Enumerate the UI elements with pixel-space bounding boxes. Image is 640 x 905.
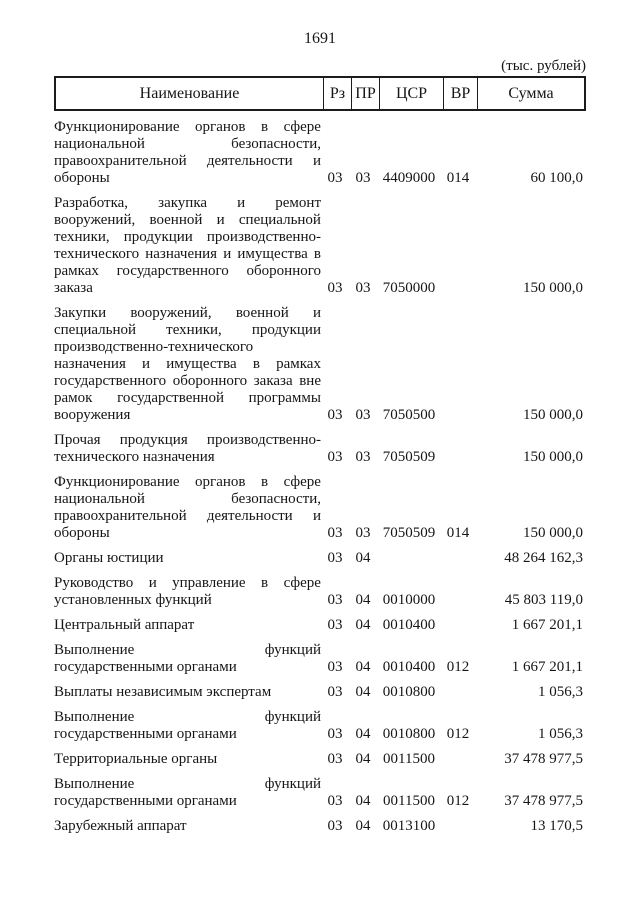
row-sum: 1 056,3 — [538, 726, 583, 742]
row-name: Выполнение функций государственными органами — [54, 776, 321, 809]
table-body — [54, 111, 586, 835]
row-code-vr: 012 — [446, 793, 470, 809]
row-code-csr: 7050509 — [382, 449, 436, 465]
table-row — [54, 474, 586, 542]
row-code-vr: 012 — [446, 726, 470, 742]
table-row — [54, 195, 586, 297]
row-sum: 150 000,0 — [523, 525, 583, 541]
row-sum: 45 803 119,0 — [504, 592, 583, 608]
row-name: Выполнение функций государственными органами — [54, 709, 321, 742]
row-code-csr: 0010400 — [382, 659, 436, 675]
row-code-csr: 0011500 — [383, 793, 435, 809]
row-code-vr: 012 — [446, 659, 470, 675]
column-header-pr: ПР — [351, 78, 379, 109]
table-row — [54, 617, 586, 634]
row-code-pr: 03 — [355, 449, 371, 465]
row-name: Прочая продукция производственно- технического назначения — [54, 432, 321, 465]
row-code-pr: 04 — [355, 818, 371, 834]
row-code-csr: 0013100 — [382, 818, 436, 834]
table-row — [54, 709, 586, 743]
row-name: Выполнение функций государственными органами — [54, 642, 321, 675]
row-code-csr: 0010000 — [382, 592, 436, 608]
budget-table — [54, 76, 586, 835]
row-code-csr: 7050509 — [382, 525, 436, 541]
row-code-rz: 03 — [327, 407, 343, 423]
row-name: Функционирование органов в сфере национальной безопасности, правоохранительной деятельности и обороны — [54, 474, 321, 541]
table-header-row — [54, 76, 586, 111]
table-row — [54, 751, 586, 768]
row-code-pr: 03 — [355, 280, 371, 296]
row-name: Функционирование органов в сфере национальной безопасности, правоохранительной деятельности и обороны — [54, 119, 321, 186]
row-code-pr: 04 — [355, 751, 371, 767]
table-row — [54, 119, 586, 187]
row-code-rz: 03 — [327, 449, 343, 465]
row-sum: 13 170,5 — [530, 818, 583, 834]
column-header-sum: Сумма — [477, 78, 584, 109]
table-row — [54, 575, 586, 609]
row-code-vr: 014 — [446, 525, 470, 541]
row-sum: 150 000,0 — [523, 449, 583, 465]
row-code-rz: 03 — [327, 617, 343, 633]
row-code-rz: 03 — [327, 659, 343, 675]
row-sum: 60 100,0 — [530, 170, 583, 186]
row-code-pr: 03 — [355, 407, 371, 423]
row-code-pr: 04 — [355, 726, 371, 742]
table-row — [54, 305, 586, 424]
row-code-rz: 03 — [327, 793, 343, 809]
row-code-csr: 0010400 — [382, 617, 436, 633]
row-code-rz: 03 — [327, 592, 343, 608]
row-name: Органы юстиции — [54, 550, 164, 566]
row-code-csr: 0010800 — [382, 726, 436, 742]
row-name: Руководство и управление в сфере установленных функций — [54, 575, 321, 608]
row-sum: 1 667 201,1 — [511, 659, 583, 675]
row-code-csr: 7050000 — [382, 280, 436, 296]
row-code-csr: 4409000 — [382, 170, 436, 186]
row-code-rz: 03 — [327, 726, 343, 742]
row-code-rz: 03 — [327, 280, 343, 296]
row-sum: 37 478 977,5 — [504, 793, 583, 809]
table-row — [54, 432, 586, 466]
column-header-name: Наименование — [139, 84, 240, 102]
row-code-pr: 04 — [355, 659, 371, 675]
table-row — [54, 776, 586, 810]
row-name: Разработка, закупка и ремонт вооружений, военной и специальной техники, продукции производственно- технического назначения и имущества в рамках государственного оборонного заказа — [54, 195, 321, 296]
table-row — [54, 550, 586, 567]
row-sum: 37 478 977,5 — [504, 751, 583, 767]
page-number: 1691 — [304, 30, 336, 47]
row-code-rz: 03 — [327, 170, 343, 186]
row-code-rz: 03 — [327, 525, 343, 541]
row-code-vr: 014 — [446, 170, 470, 186]
row-code-csr: 7050500 — [382, 407, 436, 423]
row-code-pr: 03 — [355, 525, 371, 541]
row-code-rz: 03 — [327, 751, 343, 767]
row-sum: 1 667 201,1 — [511, 617, 583, 633]
row-code-rz: 03 — [327, 550, 343, 566]
row-sum: 150 000,0 — [523, 280, 583, 296]
row-sum: 48 264 162,3 — [504, 550, 583, 566]
row-code-pr: 04 — [355, 684, 371, 700]
table-row — [54, 818, 586, 835]
row-name: Выплаты независимым экспертам — [54, 684, 272, 700]
row-code-csr: 0011500 — [383, 751, 435, 767]
row-name: Закупки вооружений, военной и специальной техники, продукции производственно-технического назначения и имущества в рамках государственного оборонного заказа вне рамок государственной программы вооружения — [54, 305, 321, 423]
row-code-pr: 03 — [355, 170, 371, 186]
column-header-rz: Рз — [323, 78, 351, 109]
row-sum: 150 000,0 — [523, 407, 583, 423]
column-header-vr: ВР — [443, 78, 477, 109]
table-row — [54, 642, 586, 676]
row-code-rz: 03 — [327, 818, 343, 834]
table-row — [54, 684, 586, 701]
row-code-csr: 0010800 — [382, 684, 436, 700]
row-name: Центральный аппарат — [54, 617, 195, 633]
row-code-pr: 04 — [355, 793, 371, 809]
row-sum: 1 056,3 — [538, 684, 583, 700]
column-header-csr: ЦСР — [379, 78, 443, 109]
units-note: (тыс. рублей) — [501, 58, 586, 74]
row-code-pr: 04 — [355, 550, 371, 566]
row-name: Территориальные органы — [54, 751, 218, 767]
row-name: Зарубежный аппарат — [54, 818, 187, 834]
row-code-rz: 03 — [327, 684, 343, 700]
row-code-pr: 04 — [355, 592, 371, 608]
row-code-pr: 04 — [355, 617, 371, 633]
